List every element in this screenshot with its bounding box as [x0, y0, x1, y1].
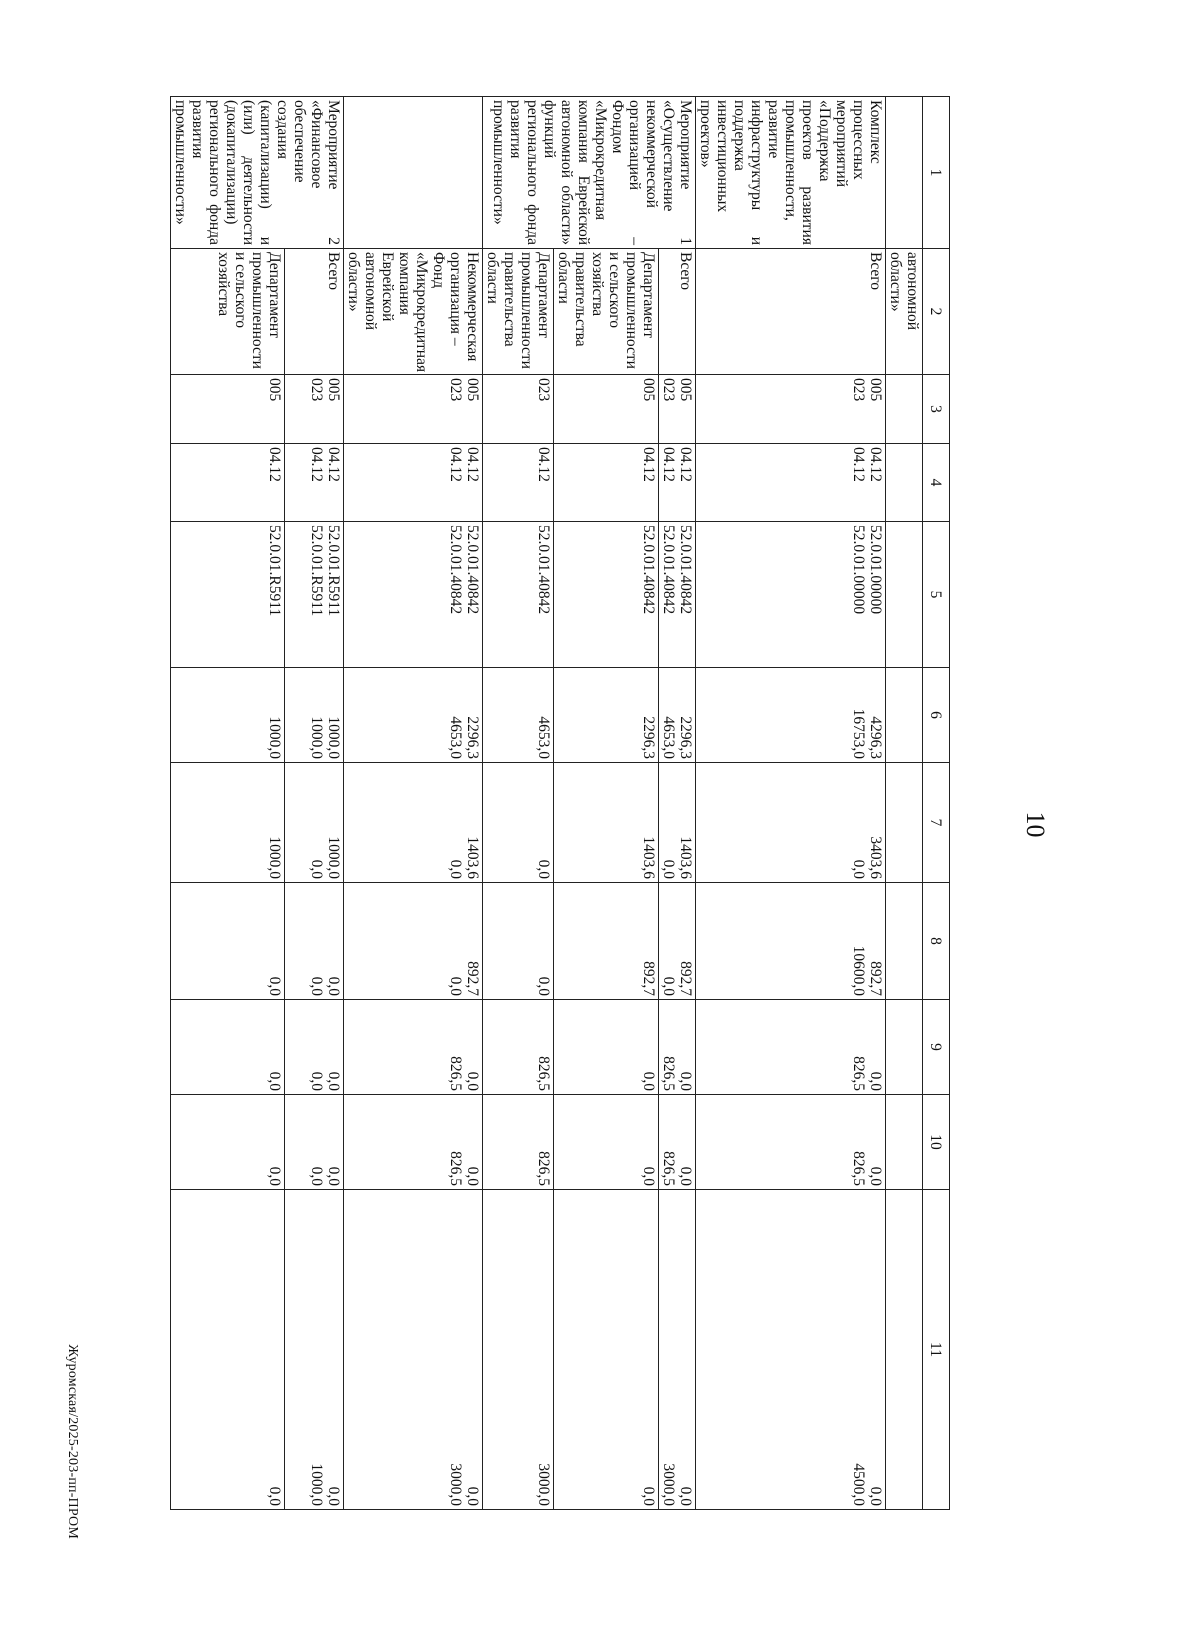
header-col-10: 10 [923, 1095, 950, 1190]
amount-cell [659, 1000, 696, 1095]
grbs-cell [696, 375, 886, 444]
event1-total-row [659, 97, 696, 1510]
amount-cell [344, 1190, 483, 1510]
amount-cell [284, 1095, 343, 1190]
event1-title: Мероприятие 1 «Осуществление некоммерческой организацией – Фондом «Микрокредитная компания Еврейской автономной области» функций регионального фонда развития промышленности» [483, 97, 696, 249]
event2-title: Мероприятие 2 «Финансовое обеспечение создания (капитализации) и (или) деятельности (докапитализации) регионального фонда развития промышленности» [171, 97, 344, 249]
amount-value: 0,0 [325, 1071, 342, 1091]
section-cell: 04.12 [554, 444, 659, 522]
kcsr-cell [284, 522, 343, 668]
amount-cell [696, 1000, 886, 1095]
cell-empty [886, 1095, 923, 1190]
amount-value: 2296,3 [677, 716, 694, 759]
amount-value: 0,0 [325, 976, 342, 996]
amount-cell [284, 1000, 343, 1095]
event2-dept-agri-row [171, 97, 285, 1510]
amount-cell [659, 763, 696, 883]
executor-cell: Департамент промышленности правительства области [483, 249, 554, 375]
amount-value: 0,0 [867, 1166, 884, 1186]
event1-fund-row [344, 97, 483, 1510]
amount-value: 3403,6 [867, 836, 884, 879]
grbs-value: 005 [867, 378, 884, 402]
kcsr-value: 52.0.01.40842 [464, 525, 481, 615]
amount-value: 0,0 [867, 1486, 884, 1506]
executor-cell: Всего [659, 249, 696, 375]
amount-cell: 0,0 [554, 1000, 659, 1095]
section-value: 04.12 [677, 447, 694, 482]
amount-value: 0,0 [677, 1071, 694, 1091]
amount-value: 0,0 [464, 1166, 481, 1186]
amount-value: 0,0 [447, 859, 464, 879]
amount-value: 1403,6 [677, 836, 694, 879]
cell-empty [886, 1190, 923, 1510]
cell-empty [344, 97, 483, 249]
amount-value: 0,0 [677, 1486, 694, 1506]
amount-value: 0,0 [325, 1166, 342, 1186]
amount-value: 0,0 [308, 859, 325, 879]
kcsr-cell [696, 522, 886, 668]
amount-cell [659, 668, 696, 763]
amount-cell [344, 883, 483, 1000]
amount-cell: 0,0 [554, 1095, 659, 1190]
amount-cell: 0,0 [171, 1000, 285, 1095]
executor-cell: Департамент промышленности и сельского хозяйства правительства области [554, 249, 659, 375]
executor-cell: Всего [696, 249, 886, 375]
amount-cell: 1403,6 [554, 763, 659, 883]
amount-cell: 1000,0 [171, 668, 285, 763]
executor-cell: автономной области» [886, 249, 923, 375]
kcsr-value: 52.0.01.40842 [447, 525, 464, 615]
kcsr-value: 52.0.01.R5911 [308, 525, 325, 617]
kcsr-value: 52.0.01.40842 [677, 525, 694, 615]
amount-cell: 0,0 [554, 1190, 659, 1510]
section-value: 04.12 [464, 447, 481, 482]
amount-cell [344, 668, 483, 763]
header-col-2: 2 [923, 249, 950, 375]
kcsr-value: 52.0.01.40842 [660, 525, 677, 615]
header-col-1: 1 [923, 97, 950, 249]
executor-cell: Департамент промышленности и сельского хозяйства [171, 249, 285, 375]
kcsr-cell [659, 522, 696, 668]
amount-value: 3000,0 [447, 1463, 464, 1506]
amount-cell [344, 1095, 483, 1190]
amount-value: 0,0 [660, 976, 677, 996]
amount-cell [344, 763, 483, 883]
amount-value: 2296,3 [464, 716, 481, 759]
cell-empty [886, 522, 923, 668]
cell-empty [886, 444, 923, 522]
cell-empty [886, 668, 923, 763]
amount-value: 0,0 [464, 1071, 481, 1091]
kcsr-value: 52.0.01.00000 [867, 525, 884, 615]
amount-value: 892,7 [677, 961, 694, 996]
amount-value: 892,7 [464, 961, 481, 996]
amount-value: 826,5 [850, 1056, 867, 1091]
event2-total-row [284, 97, 343, 1510]
kcsr-cell: 52.0.01.40842 [483, 522, 554, 668]
amount-cell: 892,7 [554, 883, 659, 1000]
amount-cell: 1000,0 [171, 763, 285, 883]
grbs-value: 023 [447, 378, 464, 402]
grbs-value: 005 [464, 378, 481, 402]
grbs-value: 005 [677, 378, 694, 402]
cell-empty [886, 883, 923, 1000]
amount-value: 826,5 [447, 1151, 464, 1186]
cell-empty [886, 763, 923, 883]
section-value: 04.12 [325, 447, 342, 482]
amount-cell [659, 1190, 696, 1510]
amount-cell [284, 1190, 343, 1510]
amount-value: 1000,0 [325, 716, 342, 759]
amount-cell [696, 883, 886, 1000]
complex-title: Комплекс процессных мероприятий «Поддержка проектов развития промышленности, развитие инфраструктуры и поддержка инвестиционных проектов» [696, 97, 886, 249]
executor-cell: Всего [284, 249, 343, 375]
amount-value: 0,0 [308, 1071, 325, 1091]
executor-cell: Некоммерческая организация – Фонд «Микрокредитная компания Еврейской автономной области» [344, 249, 483, 375]
amount-cell: 3000,0 [483, 1190, 554, 1510]
header-col-6: 6 [923, 668, 950, 763]
amount-value: 0,0 [308, 976, 325, 996]
header-col-9: 9 [923, 1000, 950, 1095]
section-value: 04.12 [447, 447, 464, 482]
amount-value: 1000,0 [325, 836, 342, 879]
amount-value: 0,0 [308, 1166, 325, 1186]
amount-value: 0,0 [660, 859, 677, 879]
amount-value: 0,0 [867, 1071, 884, 1091]
kcsr-value: 52.0.01.R5911 [325, 525, 342, 617]
section-cell [284, 444, 343, 522]
kcsr-cell: 52.0.01.40842 [554, 522, 659, 668]
section-cell [659, 444, 696, 522]
amount-value: 826,5 [660, 1056, 677, 1091]
amount-cell [696, 1095, 886, 1190]
event1-dept-ind-row [483, 97, 554, 1510]
amount-value: 0,0 [325, 1486, 342, 1506]
cell-empty [886, 1000, 923, 1095]
amount-cell: 826,5 [483, 1095, 554, 1190]
cell-empty [886, 375, 923, 444]
amount-cell: 826,5 [483, 1000, 554, 1095]
document-registration-mark: Журомская/2025-203-пп-ПРОМ [65, 1344, 80, 1539]
continuation-row [886, 97, 923, 1510]
section-value: 04.12 [850, 447, 867, 482]
amount-value: 0,0 [677, 1166, 694, 1186]
section-cell: 04.12 [171, 444, 285, 522]
amount-cell: 0,0 [171, 1095, 285, 1190]
amount-value: 1000,0 [308, 1463, 325, 1506]
amount-cell: 0,0 [483, 763, 554, 883]
amount-value: 0,0 [464, 1486, 481, 1506]
amount-cell [696, 668, 886, 763]
amount-cell [659, 883, 696, 1000]
amount-value: 4296,3 [867, 716, 884, 759]
header-col-3: 3 [923, 375, 950, 444]
header-row [923, 97, 950, 1510]
amount-cell: 2296,3 [554, 668, 659, 763]
budget-table [170, 96, 950, 1510]
kcsr-value: 52.0.01.00000 [850, 525, 867, 615]
amount-value: 4500,0 [850, 1463, 867, 1506]
amount-cell [284, 763, 343, 883]
header-col-4: 4 [923, 444, 950, 522]
header-col-5: 5 [923, 522, 950, 668]
amount-value: 3000,0 [660, 1463, 677, 1506]
amount-cell: 0,0 [171, 1190, 285, 1510]
amount-cell: 0,0 [171, 883, 285, 1000]
section-value: 04.12 [308, 447, 325, 482]
amount-cell [284, 883, 343, 1000]
amount-value: 0,0 [850, 859, 867, 879]
grbs-cell [284, 375, 343, 444]
section-cell: 04.12 [483, 444, 554, 522]
grbs-cell [659, 375, 696, 444]
grbs-value: 005 [325, 378, 342, 402]
amount-cell [344, 1000, 483, 1095]
amount-cell [284, 668, 343, 763]
amount-value: 1403,6 [464, 836, 481, 879]
cell-empty [886, 97, 923, 249]
amount-value: 892,7 [867, 961, 884, 996]
amount-value: 826,5 [660, 1151, 677, 1186]
event1-dept-agri-row [554, 97, 659, 1510]
amount-value: 826,5 [447, 1056, 464, 1091]
amount-value: 1000,0 [308, 716, 325, 759]
grbs-value: 023 [660, 378, 677, 402]
section-value: 04.12 [660, 447, 677, 482]
section-value: 04.12 [867, 447, 884, 482]
kcsr-cell: 52.0.01.R5911 [171, 522, 285, 668]
header-col-11: 11 [923, 1190, 950, 1510]
grbs-cell: 023 [483, 375, 554, 444]
grbs-value: 023 [308, 378, 325, 402]
grbs-cell: 005 [554, 375, 659, 444]
amount-cell: 4653,0 [483, 668, 554, 763]
section-cell [344, 444, 483, 522]
amount-value: 4653,0 [447, 716, 464, 759]
grbs-cell [344, 375, 483, 444]
grbs-cell: 005 [171, 375, 285, 444]
amount-value: 16753,0 [850, 708, 867, 759]
grbs-value: 023 [850, 378, 867, 402]
amount-value: 826,5 [850, 1151, 867, 1186]
kcsr-cell [344, 522, 483, 668]
section-cell [696, 444, 886, 522]
header-col-8: 8 [923, 883, 950, 1000]
amount-cell [696, 1190, 886, 1510]
amount-cell: 0,0 [483, 883, 554, 1000]
header-col-7: 7 [923, 763, 950, 883]
amount-value: 10600,0 [850, 945, 867, 996]
page-number: 10 [1021, 811, 1050, 838]
amount-value: 0,0 [447, 976, 464, 996]
amount-value: 4653,0 [660, 716, 677, 759]
complex-row [696, 97, 886, 1510]
amount-cell [659, 1095, 696, 1190]
amount-cell [696, 763, 886, 883]
